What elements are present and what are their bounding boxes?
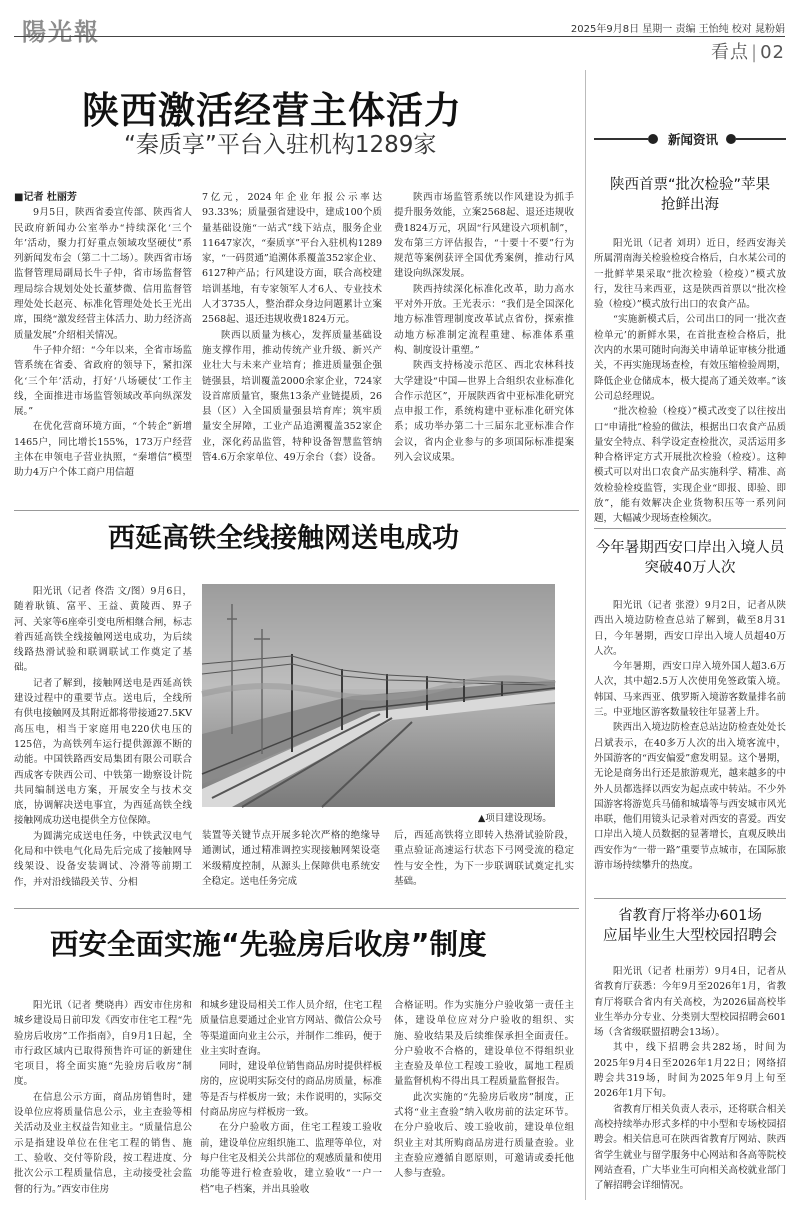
story1-paragraph: 9月5日，陕西省委宣传部、陕西省人民政府新闻办公室举办“持续深化‘三个年’活动，聚力打好重点领域攻坚硬仗”系列新闻发布会（第二十二场）。陕西省市场监督管理局副局长牛子仲，省市场监督管理局综合规划处处长董梦微、信用监督管理处处长赵亮、标准化管理处处长王光出席，围绕“激发经营主体活力、助力经济高质量发展”介绍相关情况。 xyxy=(14,207,192,341)
story2-column-1 xyxy=(14,584,192,900)
sidebar-paragraph: 阳光讯（记者 刘玥）近日，经西安海关所属渭南海关检验检疫合格后，白水某公司的一批鲜苹果采取“批次检验（检疫）”模式放行，发往马来西亚，这是陕西首票以“批次检验（检疫）”模式放行出口的农食产品。 xyxy=(594,238,786,311)
sidebar-news-2-headline: 今年暑期西安口岸出入境人员 突破40万人次 xyxy=(595,540,785,576)
story3-column-1 xyxy=(14,998,192,1203)
story1-paragraph: 7亿元，2024年企业年报公示率达93.33%；质量强省建设中，建成100个质量基础设施“一站式”线下站点，服务企业11647家次，“秦质享”平台入驻机构1289家，“一码贯通”追溯体系覆盖352家企业、6127种产品；行风建设方面，联合高校建培训基地，有专家领军人才6人、专业技术人才3735人，整治群众身边问题累计立案2568起、退还违规收费1824万元。 xyxy=(202,192,382,326)
photo-caption: ▲项目建设现场。 xyxy=(478,813,552,824)
sidebar-divider-rule xyxy=(594,528,786,529)
story1-paragraph: 陕西持续深化标准化改革，助力高水平对外开放。王光表示：“我们是全国深化地方标准管理制度改革试点省份，探索推动地方标准制定流程重建、标准体系重构、制度设计重塑。” xyxy=(394,283,574,356)
section-name: 看点 xyxy=(711,42,750,63)
story1-paragraph: 在优化营商环境方面，“个转企”新增1465户，同比增长155%，173万户经营主体在申领电子营业执照，“秦增信”模型助力4万户个体工商户用信超 xyxy=(14,421,192,479)
story2-paragraph: 为圆满完成送电任务，中铁武汉电气化局和中铁电气化局先后完成了接触网导线架设、设备安装调试、冷滑等前期工作，并对沿线锚段关节、分相 xyxy=(14,830,192,888)
sidebar-paragraph: “批次检验（检疫）”模式改变了以往按出口“申请批”检验的做法，根据出口农食产品质量安全特点、科学设定查检批次，灵活运用多种合格评定方式开展批次检验（检疫）。这种模式可以对出口农食产品实施科学、精准、高效检验检疫监管，实现企业“即报、即验、即放”，能有效解决企业货物积压等一系列问题，大幅减少现场查检频次。 xyxy=(594,406,786,525)
story1-column-1 xyxy=(14,190,192,520)
sidebar-news-3-headline: 省教育厅将举办601场 应届毕业生大型校园招聘会 xyxy=(603,908,777,944)
story2-column-3 xyxy=(394,828,574,900)
news-section-title: 新闻资讯 xyxy=(667,132,718,147)
story2-paragraph: 装置等关键节点开展多轮次严格的绝缘导通测试，通过精准调控实现接触网架设毫米级精度控制，从源头上保障供电系统安全稳定。送电任务完成 xyxy=(202,830,380,887)
story1-paragraph: 牛子仲介绍：“今年以来，全省市场监管系统在省委、省政府的领导下，紧扣深化‘三个年’活动，打好‘八场硬仗’工作主线，全面推进市场监管领域改革向纵深发展。” xyxy=(14,344,192,418)
sidebar-paragraph: 省教育厅相关负责人表示，还将联合相关高校持续举办形式多样的中小型和专场校园招聘会。相关信息可在陕西省教育厅网站、陕西省学生就业与留学服务中心网站和各高等院校网站查看，广大毕业生可向相关高校就业部门了解招聘会详细情况。 xyxy=(594,1103,786,1192)
section-label: 看点 | 02 xyxy=(711,42,785,63)
story3-paragraph: 在信息公示方面，商品房销售时，建设单位应将质量信息公示，业主查验等相关活动及业主权益告知业主。“质量信息公示是指建设单位在住宅工程的销售、施工、验收、交付等阶段，按工程进度、分批次公示工程质量信息，主动接受社会监督的行为。”西安市住房 xyxy=(14,1091,192,1195)
sidebar-news-1-headline: 陕西首票“批次检验”苹果 抢鲜出海 xyxy=(609,177,771,213)
masthead xyxy=(0,0,799,68)
story2-paragraph: 记者了解到，接触网送电是西延高铁建设过程中的重要节点。送电后，全线所有供电接触网及其附近都将带接通27.5KV高压电，相当于家庭用电220伏电压的125倍，为高铁列车运行提供源源不断的动能。中国铁路西安局集团有限公司联合西成客专陕西公司、中铁第一勘察设计院共同编制送电方案，开展安全与技术交底，协调解决送电事宜，为西延高铁全线接触网成功送电提供全方位保障。 xyxy=(14,677,192,827)
news-section-label xyxy=(594,128,786,150)
story-divider xyxy=(14,510,579,511)
newspaper-logo: 陽光報 xyxy=(22,17,100,46)
story1-paragraph: 陕西支持杨凌示范区、西北农林科技大学建设“中国—世界上合组织农业标准化合作示范区”，开展陕西省中亚标准化研究点申报工作，系统构建中亚标准化研究体系；成功举办第二十三届东北亚标准合作会议，省内企业参与的多项国际标准提案列入会议成果。 xyxy=(394,360,574,464)
story3-paragraph: 在分户验收方面，住宅工程竣工验收前，建设单位应组织施工、监理等单位，对每户住宅及相关公共部位的观感质量和使用功能等进行检查验收，建立验收“一户一档”电子档案，并出具验收 xyxy=(200,1122,382,1195)
story2-paragraph: 后，西延高铁将立即转入热滑试验阶段，重点验证高速运行状态下弓网受流的稳定性与安全性，为下一步联调联试奠定扎实基础。 xyxy=(394,830,574,887)
story-divider xyxy=(14,908,579,909)
story3-paragraph: 阳光讯（记者 樊晓冉）西安市住房和城乡建设局日前印发《西安市住宅工程“先验房后收房”工作指南》，自9月1日起，全市行政区域内已取得预售许可证的新建住宅项目，将全面实施“先验房后收房”制度。 xyxy=(14,1000,192,1088)
story1-paragraph: 陕西以质量为核心，发挥质量基础设施支撑作用，推动传统产业升级、新兴产业壮大与未来产业培育；推进质量强企强链强县，培训覆盖2000余家企业，724家设首席质量官，聚焦13条产业链提质，26县（区）入全国质量强县培育库；筑牢质量安全屏障，工业产品追溯覆盖352家企业，深化药品监管，特种设备智慧监管纳管4.6万余家单位、49万余台（套）设备。 xyxy=(202,329,382,464)
dateline: 2025年9月8日 星期一 责编 王怡纯 校对 晁粉娟 xyxy=(570,24,785,35)
sidebar-news-3-body xyxy=(594,964,786,1202)
sidebar-news-1-body xyxy=(594,236,786,525)
story2-headline: 西延高铁全线接触网送电成功 xyxy=(108,523,459,554)
story3-paragraph: 此次实施的“先验房后收房”制度，正式将“业主查验”纳入收房前的法定环节。在分户验收后、竣工验收前，建设单位组织业主对其所购商品房进行质量查验。业主查验应遵循自愿原则，可邀请或委托他人参与查验。 xyxy=(394,1091,574,1180)
masthead-rule xyxy=(14,36,785,37)
sidebar-news-2-body xyxy=(594,598,786,890)
sidebar-paragraph: 阳光讯（记者 张澄）9月2日，记者从陕西出入境边防检查总站了解到，截至8月31日，今年暑期，西安口岸出入境人员超40万人次。 xyxy=(594,600,786,657)
story1-subhead: “秦质享”平台入驻机构1289家 xyxy=(124,132,437,158)
story3-paragraph: 和城乡建设局相关工作人员介绍，住宅工程质量信息要通过企业官方网站、微信公众号等渠道面向业主公示，并制作二维码，便于业主实时查询。 xyxy=(200,1000,382,1057)
railway-photo-illustration xyxy=(202,584,555,807)
sidebar-divider-rule xyxy=(594,898,786,899)
sidebar-paragraph: 今年暑期，西安口岸入境外国人超3.6万人次，其中超2.5万人次使用免签政策入境。韩国、马来西亚、俄罗斯入境游客数量排名前三。中亚地区游客数量较往年显著上升。 xyxy=(594,661,786,719)
page-number: 02 xyxy=(760,42,785,63)
sidebar-paragraph: “实施新模式后，公司出口的同一‘批次查检单元’的新鲜水果，在首批查检合格后，批次内的水果可随时向海关申请单证审核分批通关，不再实施现场查检，有效压缩检验周期，降低企业仓储成本，极大提高了通关效率。”该公司总经理说。 xyxy=(594,314,786,402)
sidebar-divider xyxy=(585,70,586,1200)
sidebar-paragraph: 其中，线下招聘会共282场，时间为2025年9月4日至2026年1月22日；网络招聘会共319场，时间为2025年9月上旬至2026年1月下旬。 xyxy=(594,1042,786,1100)
story3-column-3 xyxy=(394,998,574,1203)
story3-column-2 xyxy=(200,998,382,1203)
story2-paragraph: 阳光讯（记者 佟浩 文/图）9月6日，随着耿镇、富平、王益、黄陵西、界子河、关家等6座牵引变电所相继合闸，标志着西延高铁全线接触网送电成功，为后续线路热滑试验和联调联试工作奠定了基础。 xyxy=(14,586,192,674)
story3-headline: 西安全面实施“先验房后收房”制度 xyxy=(50,928,487,961)
sidebar-paragraph: 陕西出入境边防检查总站边防检查处处长吕斌表示，在40多万人次的出入境客流中，外国游客的“西安偏爱”愈发明显。这个暑期，无论是商务出行还是旅游观光，越来越多的中外人员都选择以西安为起点或中转站。不少外国游客将游览兵马俑和城墙等与西安城市风光串联，他们用镜头记录着对西安的喜爱。西安口岸出入境人员数据的显著增长，直观反映出西安作为“一带一路”重要节点城市，在国际旅游市场持续攀升的热度。 xyxy=(594,722,786,872)
sidebar-paragraph: 阳光讯（记者 杜丽芳）9月4日，记者从省教育厅获悉：今年9月至2026年1月，省教育厅将联合省内有关高校，为2026届高校毕业生举办分专业、分类别大型校园招聘会601场（含省级联盟招聘会13场）。 xyxy=(594,966,786,1039)
story1-paragraph: 陕西市场监管系统以作风建设为抓手提升服务效能，立案2568起、退还违规收费1824万元，巩固“行风建设六项机制”，发布第三方评估报告，“十要十不要”行为规范等案例获评全国优秀案例，推动行风建设向纵深发展。 xyxy=(394,192,574,280)
story1-column-2 xyxy=(202,190,382,500)
story1-headline: 陕西激活经营主体活力 xyxy=(82,89,462,132)
story3-paragraph: 同时，建设单位销售商品房时提供样板房的，应说明实际交付的商品房质量，标准等是否与样板房一致；未作说明的，实际交付商品房应与样板房一致。 xyxy=(200,1061,382,1119)
story2-column-2 xyxy=(202,828,380,900)
story1-column-3 xyxy=(394,190,574,500)
story3-paragraph: 合格证明。作为实施分户验收第一责任主体，建设单位应对分户验收的组织、实施、验收结果及后续维保承担全面责任。分户验收不合格的，建设单位不得组织业主查验及单位工程竣工验收，属地工程质量监督机构不得出具工程质量监督报告。 xyxy=(394,1000,574,1088)
story1-byline: ■记者 杜丽芳 xyxy=(14,192,77,203)
railway-construction-photo xyxy=(202,584,555,807)
